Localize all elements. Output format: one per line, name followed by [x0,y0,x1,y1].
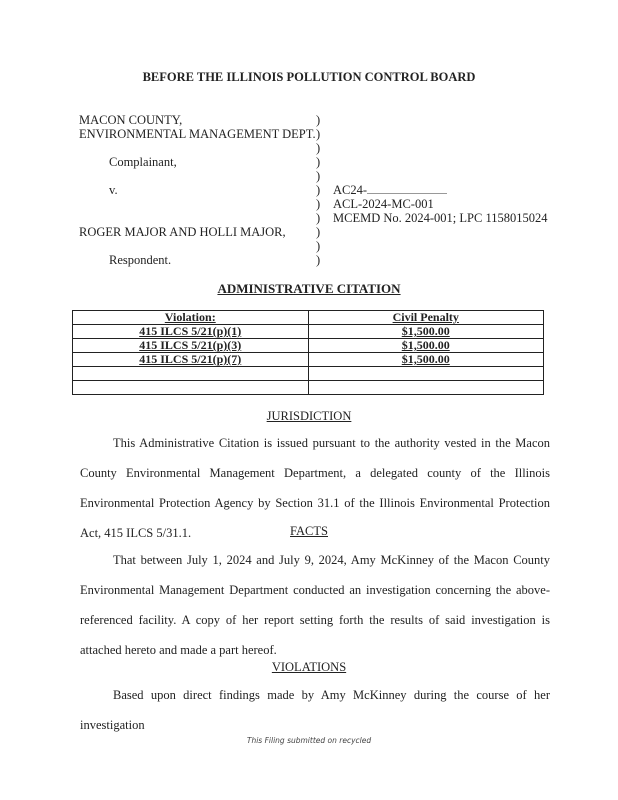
caption-paren: ) [316,127,321,141]
header-civil-penalty: Civil Penalty [308,311,544,325]
caption-paren: ) [316,239,321,253]
caption-left: MACON COUNTY, [79,113,183,127]
facts-paragraph [80,545,550,665]
caption-paren: ) [316,141,321,155]
caption-right: MCEMD No. 2024-001; LPC 1158015024 [333,211,548,225]
case-number-blank [367,183,447,194]
violation-cell: 415 ILCS 5/21(p)(1) [73,325,309,339]
facts-text: That between July 1, 2024 and July 9, 2024, Amy McKinney of the Macon County Environmental Management Department conducted an investigation concerning the above-referenced facility. A copy of her report setting forth the results of said investigation is attached hereto and made a part hereof. [80,553,550,657]
caption-paren: ) [316,169,321,183]
violation-cell: 415 ILCS 5/21(p)(3) [73,339,309,353]
caption-paren: ) [316,197,321,211]
caption-paren: ) [316,155,321,169]
violation-cell [73,381,309,395]
case-number [333,183,447,197]
caption-left: v. [109,183,118,197]
caption-paren: ) [316,253,321,267]
violations-paragraph [80,680,550,740]
violation-cell: 415 ILCS 5/21(p)(7) [73,353,309,367]
violations-text: Based upon direct findings made by Amy McKinney during the course of her investigation [80,688,550,732]
caption-row [79,141,559,155]
facts-heading: FACTS [290,524,328,538]
violations-heading: VIOLATIONS [271,660,347,674]
case-number-prefix: AC24- [333,183,368,197]
table-row [73,325,544,339]
caption-paren: ) [316,211,321,225]
caption-right: ACL-2024-MC-001 [333,197,434,211]
penalty-cell: $1,500.00 [308,353,544,367]
caption-row [79,225,559,239]
jurisdiction-text: This Administrative Citation is issued pursuant to the authority vested in the Macon County Environmental Management Department, a delegated county of the Illinois Environmental Protection Agency by Section 31.1 of the Illinois Environmental Protection Act, 415 ILCS 5/31.1. [80,436,550,540]
jurisdiction-heading: JURISDICTION [266,409,352,423]
penalty-cell: $1,500.00 [308,325,544,339]
penalty-cell [308,367,544,381]
case-caption [79,113,559,267]
caption-row [79,169,559,183]
penalty-cell: $1,500.00 [308,339,544,353]
violations-table [72,310,544,395]
caption-row [79,183,559,197]
caption-row [79,113,559,127]
caption-paren: ) [316,113,321,127]
caption-left: ROGER MAJOR AND HOLLI MAJOR, [79,225,286,239]
caption-row [79,155,559,169]
header-violation: Violation: [73,311,309,325]
table-row [73,381,544,395]
citation-heading: ADMINISTRATIVE CITATION [217,281,401,296]
caption-row [79,211,559,225]
table-row [73,353,544,367]
caption-paren: ) [316,225,321,239]
caption-left: Respondent. [109,253,172,267]
violation-cell [73,367,309,381]
caption-row [79,197,559,211]
recycled-footer: This Filing submitted on recycled [246,736,372,745]
table-row [73,339,544,353]
document-title: BEFORE THE ILLINOIS POLLUTION CONTROL BOARD [142,70,476,84]
penalty-cell [308,381,544,395]
caption-row [79,239,559,253]
table-header-row [73,311,544,325]
table-row [73,367,544,381]
caption-left: Complainant, [109,155,177,169]
caption-paren: ) [316,183,321,197]
caption-row [79,253,559,267]
caption-row [79,127,559,141]
caption-left: ENVIRONMENTAL MANAGEMENT DEPT. [79,127,316,141]
